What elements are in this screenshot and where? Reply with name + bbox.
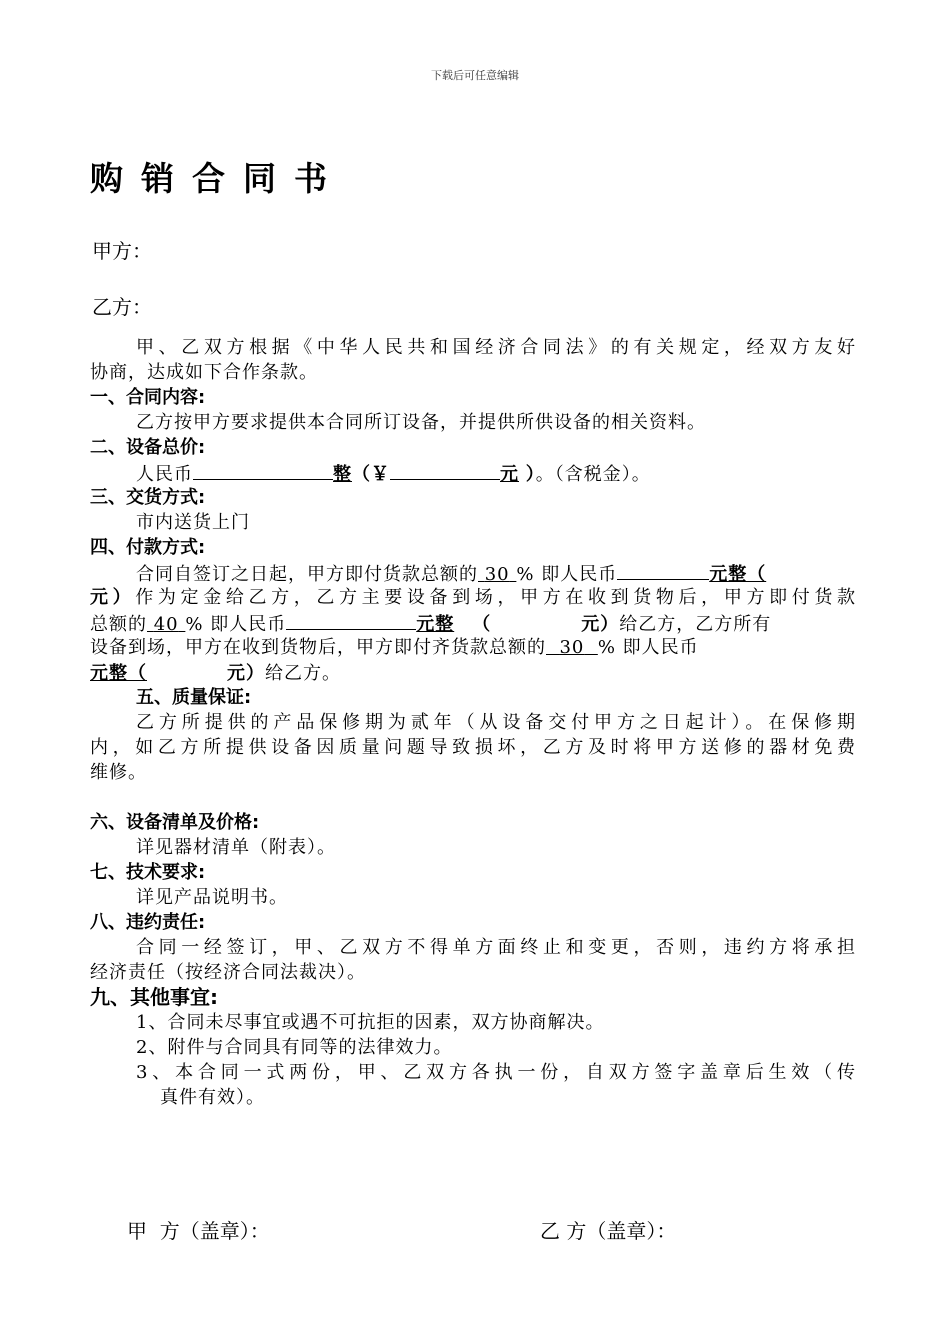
second-percent-value: 40 (153, 614, 179, 635)
payment-text: 给乙方。 (265, 663, 341, 684)
payment-text: % 即人民币 (185, 614, 287, 635)
liability-line-1: 合同一经签订，甲、乙双方不得单方面终止和变更，否则，违约方将承担 (136, 937, 856, 958)
deposit-percent (478, 564, 516, 585)
other-item-1: 1、合同未尽事宜或遇不可抗拒的因素，双方协商解决。 (136, 1012, 605, 1033)
yuan-open: （￥ (352, 464, 390, 485)
final-yuan-blank[interactable] (147, 660, 227, 679)
page-title: 购销合同书 (90, 159, 345, 198)
other-item-2: 2、附件与合同具有同等的法律效力。 (136, 1037, 453, 1058)
yuan-label: 元 (500, 464, 519, 485)
payment-text: 给乙方，乙方所有 (619, 614, 772, 635)
second-yuan-blank[interactable] (491, 611, 581, 630)
party-b-label: 乙方： (92, 295, 152, 319)
yuan-close: ） (525, 464, 536, 485)
party-a-label: 甲方： (92, 239, 152, 263)
final-percent (546, 637, 598, 658)
deposit-yuan-label: 元整（ (709, 564, 767, 585)
party-a-signature: 甲 方（盖章）： (127, 1219, 270, 1243)
section-6-text: 详见器材清单（附表）。 (136, 837, 336, 858)
deposit-percent-value: 30 (484, 564, 510, 585)
warranty-line-2: 内，如乙方所提供设备因质量问题导致损坏，乙方及时将甲方送修的器材免费 (90, 737, 856, 758)
payment-line-1 (136, 560, 856, 587)
second-amount-blank[interactable] (286, 610, 416, 630)
section-2-heading: 二、设备总价: (90, 437, 206, 458)
section-9-heading: 九、其他事宜: (90, 985, 218, 1009)
section-7-text: 详见产品说明书。 (136, 887, 288, 908)
payment-text: 作为定金给乙方，乙方主要设备到场，甲方在收到货物后，甲方即付货款 (135, 587, 857, 608)
section-3-text: 市内送货上门 (136, 512, 250, 533)
liability-line-2: 经济责任（按经济合同法裁决）。 (90, 962, 366, 983)
payment-line-4 (90, 635, 856, 660)
intro-line-1: 甲、乙双方根据《中华人民共和国经济合同法》的有关规定，经双方友好 (136, 337, 856, 358)
zheng-label: 整 (333, 464, 352, 485)
payment-text: 总额的 (90, 614, 147, 635)
section-7-heading: 七、技术要求: (90, 862, 206, 883)
section-6-heading: 六、设备清单及价格: (90, 812, 260, 833)
total-amount-blank[interactable] (193, 460, 333, 480)
payment-text: 合同自签订之日起，甲方即付货款总额的 (136, 564, 478, 585)
deposit-amount-blank[interactable] (617, 560, 709, 580)
payment-line-2 (90, 585, 856, 610)
header-note: 下载后可任意编辑 (431, 69, 519, 82)
party-b-signature: 乙 方（盖章）： (540, 1219, 677, 1243)
tax-note: 。（含税金）。 (535, 464, 651, 485)
final-yuan-label: 元整（ (90, 663, 147, 684)
deposit-yuan-close: 元） (90, 587, 136, 608)
payment-text: 设备到场，甲方在收到货物后，甲方即付齐货款总额的 (90, 637, 546, 658)
final-yuan-close: 元） (227, 663, 265, 684)
payment-text: % 即人民币 (516, 564, 618, 585)
other-item-3-line-1: 3、本合同一式两份，甲、乙双方各执一份，自双方签字盖章后生效（传 (136, 1062, 856, 1083)
section-8-heading: 八、违约责任: (90, 912, 206, 933)
second-yuan-close: 元） (581, 614, 620, 635)
rmb-label: 人民币 (136, 464, 193, 485)
payment-text: % 即人民币 (597, 637, 699, 658)
section-1-heading: 一、合同内容: (90, 387, 206, 408)
warranty-line-3: 维修。 (90, 762, 147, 783)
second-percent (147, 614, 185, 635)
other-item-3-line-2: 真件有效）。 (160, 1087, 265, 1108)
section-1-text: 乙方按甲方要求提供本合同所订设备，并提供所供设备的相关资料。 (136, 412, 706, 433)
payment-line-5 (90, 660, 341, 686)
section-4-heading: 四、付款方式: (90, 537, 206, 558)
payment-line-3 (90, 610, 856, 637)
section-2-price-line (136, 460, 651, 487)
intro-line-2: 协商，达成如下合作条款。 (90, 362, 318, 383)
warranty-line-1: 乙方所提供的产品保修期为贰年（从设备交付甲方之日起计）。在保修期 (136, 712, 856, 733)
total-yuan-blank[interactable] (390, 460, 500, 480)
second-yuan-label: 元整 (416, 614, 455, 635)
second-yuan-open: （ (472, 614, 492, 635)
section-3-heading: 三、交货方式: (90, 487, 206, 508)
section-5-heading: 五、质量保证: (136, 687, 252, 708)
final-percent-value: 30 (559, 637, 585, 658)
